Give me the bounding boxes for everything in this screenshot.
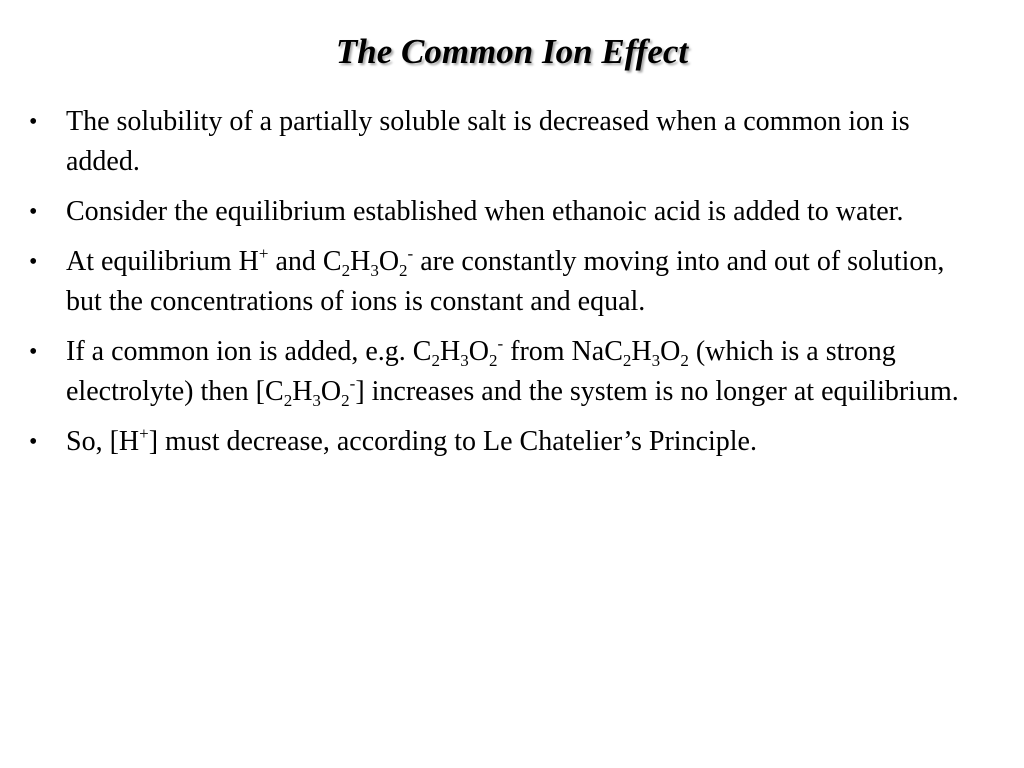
text-segment: H <box>439 336 461 367</box>
slide-title: The Common Ion Effect <box>335 32 689 71</box>
bullet-text: The solubility of a partially soluble salt is decreased when a common ion is added. <box>66 106 910 177</box>
text-segment: are constantly moving into and out of solution, but the concentrations of ions is constant and equal. <box>66 246 945 317</box>
superscript: - <box>497 334 504 353</box>
text-segment: ] increases and the system is no longer at equilibrium. <box>355 376 959 407</box>
bullet-dot-icon: • <box>29 249 38 275</box>
superscript: - <box>407 244 414 263</box>
subscript: 3 <box>460 351 469 370</box>
bullet-dot-icon: • <box>29 339 38 365</box>
text-segment: ] must decrease, according to Le Chatelier’s Principle. <box>148 426 757 457</box>
text-segment: and C <box>268 246 342 277</box>
bullet-list <box>0 102 1024 472</box>
bullet-common-ion-added <box>0 332 1024 412</box>
bullet-dot-icon: • <box>29 109 38 135</box>
bullet-equilibrium <box>0 192 1024 232</box>
text-segment: O <box>378 246 400 277</box>
subscript: 3 <box>370 261 379 280</box>
subscript: 2 <box>341 391 350 410</box>
subscript: 2 <box>341 261 351 280</box>
text-segment: So, [H <box>66 426 140 457</box>
subscript: 2 <box>399 261 408 280</box>
bullet-text: Consider the equilibrium established when ethanoic acid is added to water. <box>66 196 904 227</box>
bullet-dot-icon: • <box>29 199 38 225</box>
superscript: + <box>258 244 269 263</box>
text-segment: At equilibrium H <box>66 246 259 277</box>
subscript: 3 <box>312 391 321 410</box>
text-segment: (which is a strong electrolyte) then [C <box>66 336 896 407</box>
subscript: 2 <box>488 351 498 370</box>
subscript: 3 <box>651 351 661 370</box>
text-segment: H <box>350 246 371 277</box>
text-segment: O <box>660 336 681 367</box>
subscript: 2 <box>431 351 440 370</box>
bullet-dot-icon: • <box>29 429 38 455</box>
text-segment: H <box>631 336 652 367</box>
subscript: 2 <box>680 351 689 370</box>
subscript: 2 <box>283 391 293 410</box>
bullet-ions-moving <box>0 242 1024 322</box>
superscript: + <box>139 424 149 443</box>
superscript: - <box>349 374 356 393</box>
subscript: 2 <box>622 351 632 370</box>
bullet-le-chatelier <box>0 422 1024 462</box>
text-segment: If a common ion is added, e.g. C <box>66 336 432 367</box>
text-segment: H <box>292 376 313 407</box>
text-segment: from NaC <box>503 336 623 367</box>
text-segment: O <box>320 376 342 407</box>
bullet-solubility <box>0 102 1024 182</box>
text-segment: O <box>468 336 489 367</box>
